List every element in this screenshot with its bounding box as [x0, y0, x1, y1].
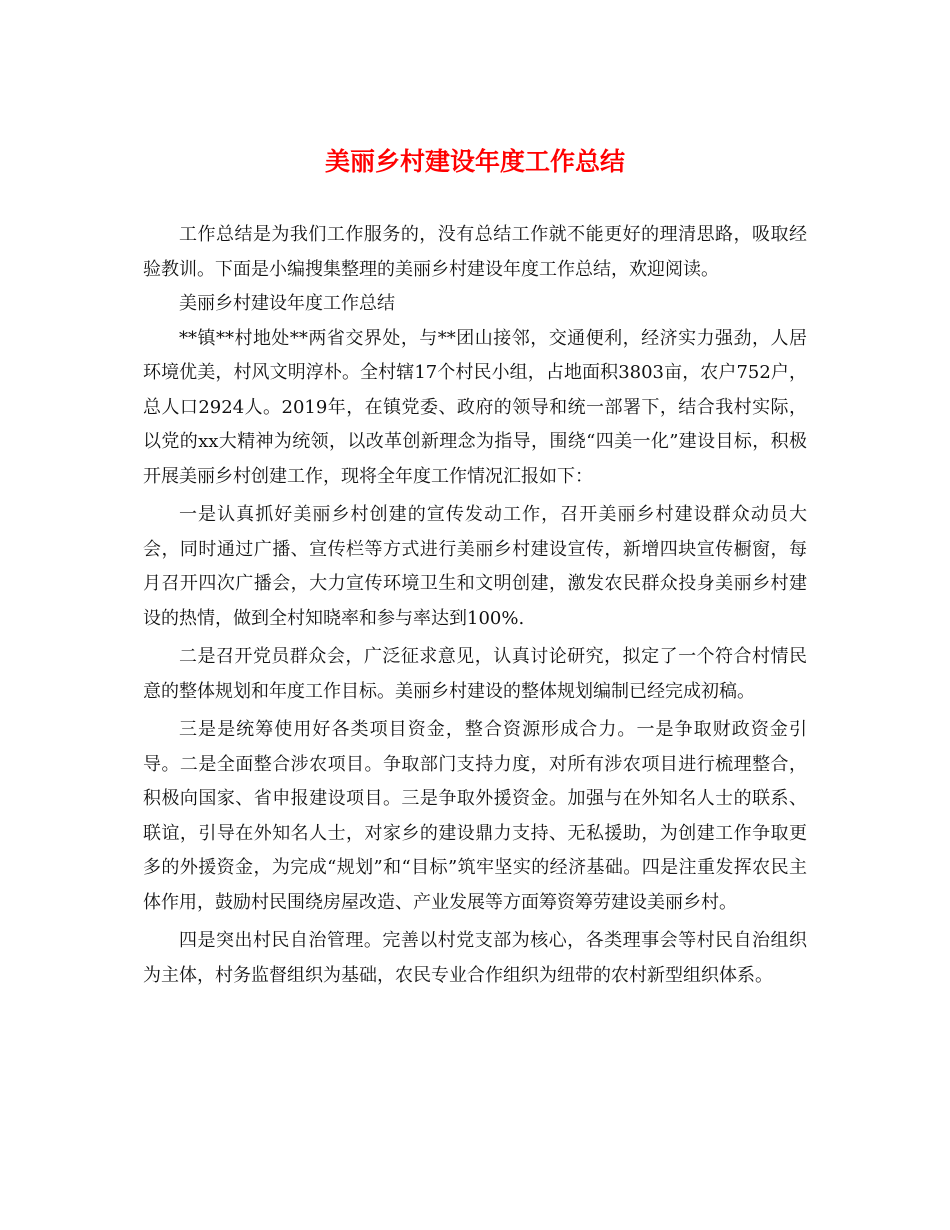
intro-paragraph: 工作总结是为我们工作服务的，没有总结工作就不能更好的理清思路，吸取经验教训。下面是小编搜集整理的美丽乡村建设年度工作总结，欢迎阅读。 [143, 224, 807, 280]
planning-paragraph: 二是召开党员群众会，广泛征求意见，认真讨论研究，拟定了一个符合村情民意的整体规划和年度工作目标。美丽乡村建设的整体规划编制已经完成初稿。 [143, 646, 807, 702]
document-body [143, 218, 807, 993]
section-heading: 美丽乡村建设年度工作总结 [179, 293, 395, 314]
funding-paragraph: 三是是统筹使用好各类项目资金，整合资源形成合力。一是争取财政资金引导。二是全面整合涉农项目。争取部门支持力度，对所有涉农项目进行梳理整合，积极向国家、省申报建设项目。三是争取外援资金。加强与在外知名人士的联系、联谊，引导在外知名人士，对家乡的建设鼎力支持、无私援助，为创建工作争取更多的外援资金，为完成“规划”和“目标”筑牢坚实的经济基础。四是注重发挥农民主体作用，鼓励村民围绕房屋改造、产业发展等方面筹资筹劳建设美丽乡村。 [143, 719, 807, 913]
publicity-paragraph: 一是认真抓好美丽乡村创建的宣传发动工作，召开美丽乡村建设群众动员大会，同时通过广播、宣传栏等方式进行美丽乡村建设宣传，新增四块宣传橱窗，每月召开四次广播会，大力宣传环境卫生和文明创建，激发农民群众投身美丽乡村建设的热情，做到全村知晓率和参与率达到100%. [143, 504, 807, 629]
village-overview-paragraph: **镇**村地处**两省交界处，与**团山接邻，交通便利，经济实力强劲，人居环境优美，村风文明淳朴。全村辖17个村民小组，占地面积3803亩，农户752户，总人口2924人。2019年，在镇党委、政府的领导和统一部署下，结合我村实际，以党的xx大精神为统领，以改革创新理念为指导，围绕“四美一化”建设目标，积极开展美丽乡村创建工作，现将全年度工作情况汇报如下： [143, 327, 807, 487]
self-governance-paragraph: 四是突出村民自治管理。完善以村党支部为核心，各类理事会等村民自治组织为主体，村务监督组织为基础，农民专业合作组织为纽带的农村新型组织体系。 [143, 930, 807, 986]
document-title: 美丽乡村建设年度工作总结 [324, 147, 625, 176]
